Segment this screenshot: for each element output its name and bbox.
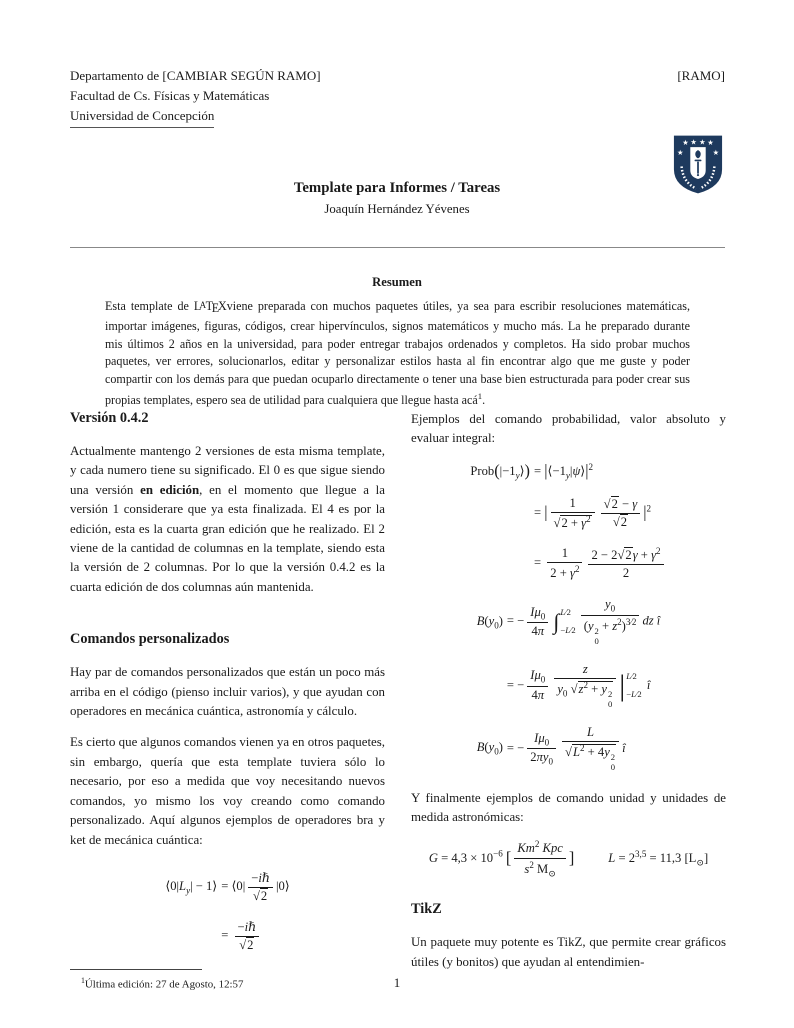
page-number: 1 (393, 975, 401, 990)
tikz-paragraph: Un paquete muy potente es TikZ, que permite crear gráficos útiles (y bonitos) que ayudan al entendimien- (411, 935, 726, 969)
equation-rhs: = − $\frac{I\mu_0}{4\pi}$ ∫ L∕2 −L∕2 $y_0$ (y 2 0 + $z^2)^{3∕2}$ dz î (506, 597, 661, 646)
svg-text:★: ★ (707, 138, 714, 148)
version-paragraph: Actualmente mantengo 2 versiones de esta misma template, y cada numero tiene su significado. El 0 es que sigue siendo una versión en edición, en el momento que llegue a la versión 1 considerare que ya esta finalizada. El 4 es por la edición, esta es la cuarta gran edición que he realizado. El 2 viene de la cantidad de columnas en la template, siendo esta la versión de 2 columnas. Por lo que la versión 0.4.2 es la cuarta edición de dos columnas aún mantenida. (70, 444, 385, 594)
equation-gravitational-constant: $G = 4,3 \times 10^{-6}$ [ $\frac{Km^2 Kpc}{s^2 M_⊙}$ ] (428, 839, 575, 879)
probability-intro-paragraph: Ejemplos del comando probabilidad, valor absoluto y evaluar integral: (411, 412, 726, 446)
svg-text:★: ★ (682, 138, 689, 148)
section-heading-tikz: TikZ (411, 901, 442, 918)
header-rule (70, 247, 725, 248)
equation-lhs: $Prob(|-1_y⟩)$ (470, 460, 530, 481)
equation-rhs: = − $\frac{I\mu_0}{2\pi y_0}$ L $√L^2 + 4y$ 2 0 î (506, 724, 626, 772)
equation-luminosity: $L = 2^{3,5} = 11,3$ $[L_⊙]$ (608, 849, 709, 869)
svg-text:★: ★ (676, 147, 684, 157)
header-university: Universidad de Concepción (70, 106, 725, 128)
abstract-heading: Resumen (372, 275, 422, 289)
equation-lhs: $B(y_0)$ (476, 740, 503, 757)
two-column-body (70, 408, 726, 991)
right-column (411, 408, 726, 970)
header-course-tag: [RAMO] (677, 68, 725, 83)
equation-rhs: = $\frac{\text{−iℏ}}{√2}$ (217, 919, 262, 953)
svg-text:★: ★ (690, 137, 697, 147)
document-author: Joaquín Hernández Yévenes (324, 202, 470, 216)
equation-rhs: = − $\frac{I\mu_0}{4\pi}$ z $y_0$ $√z^2 + y$ 2 0 | L∕2 −L∕2 î (506, 661, 651, 709)
svg-text:★: ★ (712, 147, 720, 157)
commands-paragraph-1: Hay par de comandos personalizados que están un poco más arriba en el código (pienso incluir varios), y que ayudan con operadores en mecánica cuántica, astronomía y cálculo. (70, 665, 385, 719)
equation-lhs: $⟨0|L_y|$ − 1⟩ (165, 879, 218, 896)
commands-paragraph-2: Es cierto que algunos comandos vienen ya en otros paquetes, sin embargo, quería que esta template tuviera sólo lo necesario, por eso a medida que voy necesitando nuevos comandos, yo mismo los voy creando como comando personalizado. Aquí algunos ejemplos de operadores bra y ket de mecánica cuántica: (70, 735, 386, 847)
page-header (70, 66, 725, 128)
title-block (0, 180, 794, 217)
abstract-body: Esta template de LATEXviene preparada con muchos paquetes útiles, ya sea para escribir resoluciones matemáticas, importar imágenes, figuras, códigos, crear hipervínculos, signos matemáticos y mucho más. La he preparado durante mis últimos 2 años en la universidad, para poder entregar trabajos ordenados y completos. Ha sido probar muchos paquetes, ver errores, solucionarlos, editar y personalizar estilos hasta al fin encontrar algo que me guste y poder compartir con los demás para que puedan ocuparlo directamente o tener una base bien estructurada para poder crear sus propias templates, espero sea de utilidad para cualquiera que llegue hasta acá$^1$. (105, 298, 690, 408)
equation-lhs: $B(y_0)$ (476, 613, 503, 631)
equation-rhs: = ⟨0| $\frac{\text{−iℏ}}{√2}$ |0⟩ (221, 870, 290, 903)
header-faculty: Facultad de Cs. Físicas y Matemáticas (70, 88, 270, 103)
equation-rhs: = $|⟨-1_y|\psi⟩|^2$ (534, 460, 593, 481)
section-heading-version: Versión 0.4.2 (70, 410, 149, 426)
svg-text:★: ★ (699, 137, 706, 147)
footnote-text: $^1$Última edición: 27 de Agosto, 12:57 (81, 975, 244, 991)
footnote-rule (70, 969, 202, 970)
section-heading-custom-commands: Comandos personalizados (70, 631, 230, 648)
document-title: Template para Informes / Tareas (293, 180, 501, 196)
equation-block-magnetic-field (411, 597, 726, 772)
equation-rhs: = $\frac{1}{2 + \gamma^2}$ $\frac{2 - 2√2\gamma + \gamma^2}{2}$ (530, 546, 667, 581)
units-intro-paragraph: Y finalmente ejemplos de comando unidad y unidades de medida astronómicas: (411, 790, 726, 824)
equation-block-units (411, 839, 726, 879)
equation-block-probability (411, 461, 726, 581)
equation-block-braket (70, 870, 385, 953)
equation-rhs: = | $\frac{1}{√2 + \gamma^2}$ $\frac{√2 - \gamma}{√2}$ $|^2$ (534, 495, 652, 530)
header-department: Departamento de [CAMBIAR SEGÚN RAMO] (70, 68, 321, 83)
left-column (70, 408, 386, 991)
